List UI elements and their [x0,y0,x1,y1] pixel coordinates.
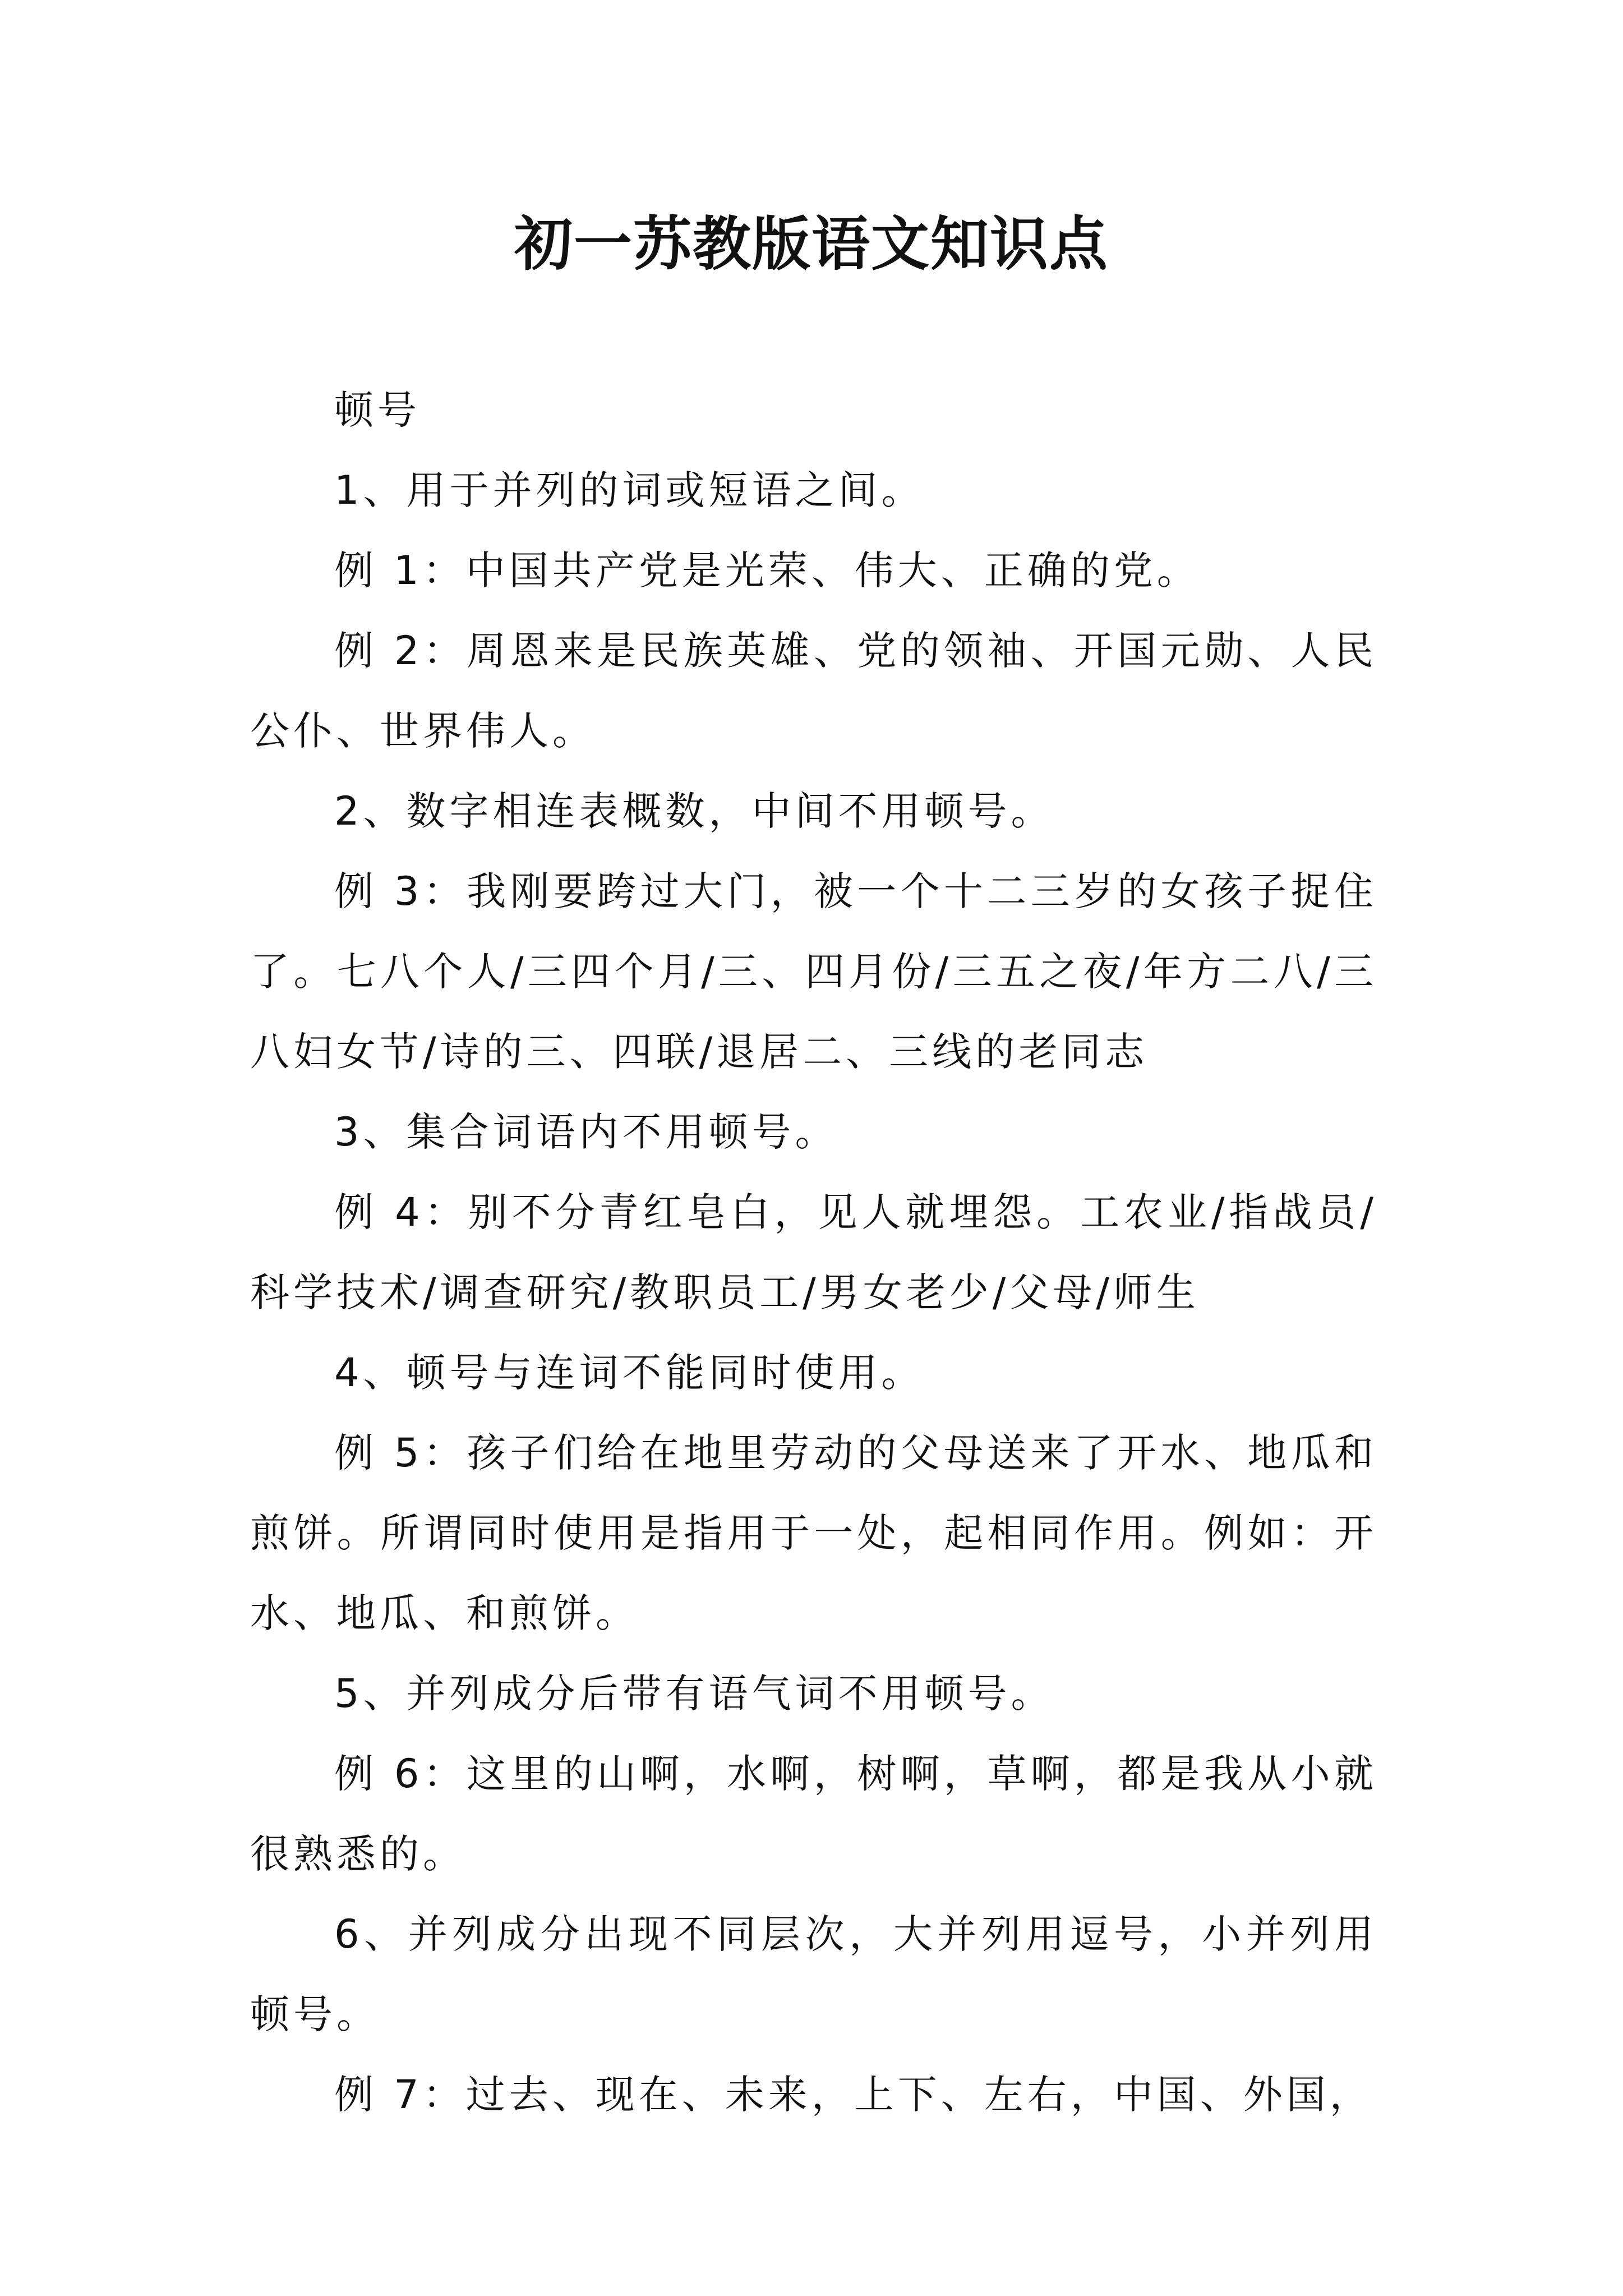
paragraph: 5、并列成分后带有语气词不用顿号。 [334,1671,1054,1717]
paragraph: 3、集合词语内不用顿号。 [334,1109,838,1155]
paragraph: 例 4：别不分青红皂白，见人就埋怨。工农业/指战员/科学技术/调查研究/教职员工/男女老少/父母/师生 [250,1189,1377,1315]
document-title: 初一苏教版语文知识点 [514,209,1109,278]
document-body [250,370,1377,2135]
paragraph: 顿号 [334,387,421,433]
paragraph: 4、顿号与连词不能同时使用。 [334,1350,925,1396]
paragraph: 例 3：我刚要跨过大门，被一个十二三岁的女孩子捉住了。七八个人/三四个月/三、四月份/三五之夜/年方二八/三八妇女节/诗的三、四联/退居二、三线的老同志 [250,868,1377,1075]
paragraph: 1、用于并列的词或短语之间。 [334,467,925,513]
paragraph: 例 7：过去、现在、未来，上下、左右，中国、外国， [334,2072,1373,2118]
paragraph: 2、数字相连表概数，中间不用顿号。 [334,788,1054,834]
paragraph: 例 5：孩子们给在地里劳动的父母送来了开水、地瓜和煎饼。所谓同时使用是指用于一处，起相同作用。例如：开水、地瓜、和煎饼。 [250,1430,1377,1636]
paragraph: 例 6：这里的山啊，水啊，树啊，草啊，都是我从小就很熟悉的。 [250,1751,1377,1877]
paragraph: 例 1：中国共产党是光荣、伟大、正确的党。 [334,547,1200,593]
paragraph: 6、并列成分出现不同层次，大并列用逗号，小并列用顿号。 [250,1911,1377,2037]
paragraph: 例 2：周恩来是民族英雄、党的领袖、开国元勋、人民公仆、世界伟人。 [250,628,1377,754]
